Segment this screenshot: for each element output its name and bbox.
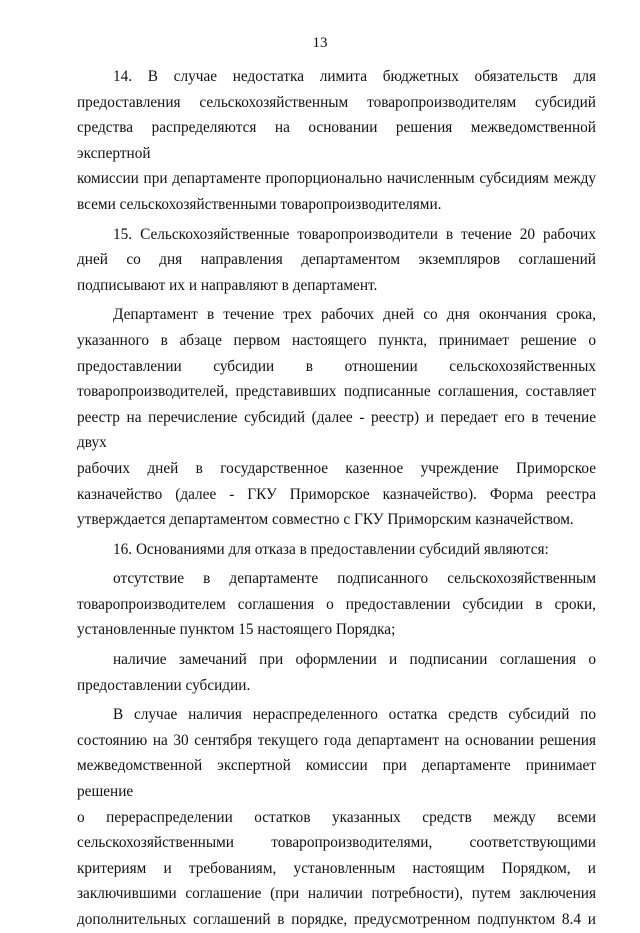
document-body <box>77 64 596 933</box>
text-line: товаропроизводителем соглашения о предоставлении субсидии в сроки, <box>77 595 596 613</box>
text-line: состоянию на 30 сентября текущего года департамент на основании решения <box>77 731 596 749</box>
text-line: 16. Основаниями для отказа в предоставлении субсидий являются: <box>113 540 549 558</box>
paragraph-15 <box>77 222 596 299</box>
text-line: предоставлении субсидии в отношении сельскохозяйственных <box>77 357 596 375</box>
paragraph-refusal-reason-2 <box>77 647 596 698</box>
text-line: казначейство (далее - ГКУ Приморское казначейство). Форма реестра <box>77 485 596 503</box>
text-line: дней со дня направления департаментом экземпляров соглашений <box>77 251 596 269</box>
text-line: критериям и требованиям, установленным настоящим Порядком, и <box>77 859 596 877</box>
text-line: дополнительных соглашений в порядке, предусмотренном подпунктом 8.4 и <box>77 911 596 928</box>
text-line: сельскохозяйственными товаропроизводителями, соответствующими <box>77 834 596 852</box>
text-line: о перераспределении остатков указанных средств между всеми <box>77 808 596 826</box>
text-line: рабочих дней в государственное казенное учреждение Приморское <box>77 459 596 477</box>
text-line: Департамент в течение трех рабочих дней со дня окончания срока, <box>113 306 596 324</box>
text-line: реестр на перечисление субсидий (далее - реестр) и передает его в течение двух <box>77 408 596 452</box>
paragraph-department-decision <box>77 302 596 532</box>
paragraph-14 <box>77 64 596 218</box>
text-line: наличие замечаний при оформлении и подписании соглашения о <box>113 651 596 669</box>
paragraph-refusal-reason-1 <box>77 566 596 643</box>
text-line: комиссии при департаменте пропорционально начисленным субсидиям между <box>77 170 596 188</box>
text-line: предоставления сельскохозяйственным товаропроизводителям субсидий <box>77 93 596 111</box>
text-line: 15. Сельскохозяйственные товаропроизводители в течение 20 рабочих <box>113 225 596 243</box>
text-line: всеми сельскохозяйственными товаропроизводителями. <box>77 195 442 213</box>
text-line: подписывают их и направляют в департамент. <box>77 276 378 294</box>
text-line: 14. В случае недостатка лимита бюджетных обязательств для <box>113 68 596 85</box>
page-number: 13 <box>312 35 328 51</box>
text-line: межведомственной экспертной комиссии при департаменте принимает решение <box>77 757 596 801</box>
text-line: утверждается департаментом совместно с ГКУ Приморским казначейством. <box>77 511 574 529</box>
text-line: отсутствие в департаменте подписанного сельскохозяйственным <box>113 570 596 588</box>
text-line: товаропроизводителей, представивших подписанные соглашения, составляет <box>77 383 596 401</box>
text-line: предоставлении субсидии. <box>77 676 251 694</box>
paragraph-16 <box>77 537 596 563</box>
paragraph-remainder-redistribution <box>77 702 596 932</box>
text-line: средства распределяются на основании решения межведомственной экспертной <box>77 119 596 162</box>
text-line: указанного в абзаце первом настоящего пункта, принимает решение о <box>77 331 596 349</box>
text-line: заключившими соглашение (при наличии потребности), путем заключения <box>77 885 596 903</box>
text-line: установленные пунктом 15 настоящего Порядка; <box>77 621 396 639</box>
text-line: В случае наличия нераспределенного остатка средств субсидий по <box>113 706 596 724</box>
